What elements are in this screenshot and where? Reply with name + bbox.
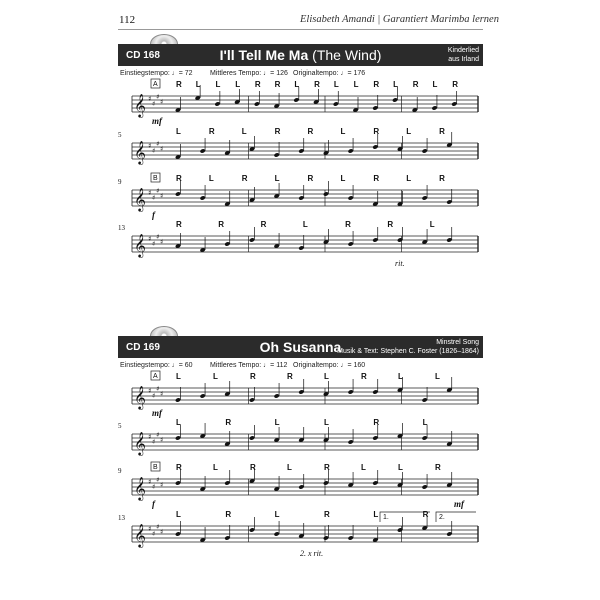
measure-number: 5 <box>118 131 122 139</box>
sharp-icon: ♯ <box>152 194 156 202</box>
hand-label: L <box>213 463 218 472</box>
sharp-icon: ♯ <box>152 392 156 400</box>
hand-label: R <box>307 174 314 183</box>
sharp-icon: ♯ <box>160 390 164 398</box>
hand-label: L <box>324 372 329 381</box>
hand-label: L <box>422 418 428 427</box>
sharp-icon: ♯ <box>152 147 156 155</box>
sharp-icon: ♯ <box>156 233 160 241</box>
hand-label: R <box>176 463 182 472</box>
hand-label: R <box>373 127 380 136</box>
hand-label: R <box>422 510 429 519</box>
sharp-icon: ♯ <box>148 478 152 486</box>
hand-label: R <box>260 220 267 229</box>
hand-label: R <box>345 220 351 229</box>
staff-system <box>132 227 478 253</box>
hand-label: L <box>208 174 214 183</box>
hand-label: L <box>176 372 181 381</box>
running-head: Elisabeth Amandi | Garantiert Marimba lernen <box>300 14 499 25</box>
sharp-icon: ♯ <box>156 431 160 439</box>
treble-clef-icon: 𝄞 <box>134 93 146 117</box>
sharp-icon: ♯ <box>156 385 160 393</box>
song-meta: Minstrel Song <box>436 339 479 346</box>
staff-system <box>132 371 478 404</box>
hand-label: R <box>373 418 380 427</box>
hand-label: L <box>353 80 359 89</box>
hand-label: R <box>254 80 261 89</box>
hand-label: L <box>432 80 438 89</box>
sharp-icon: ♯ <box>148 433 152 441</box>
hand-label: R <box>241 174 248 183</box>
sharp-icon: ♯ <box>160 192 164 200</box>
sharp-icon: ♯ <box>152 530 156 538</box>
cd-number: CD 169 <box>126 342 160 353</box>
song-meta: aus Irland <box>448 56 479 63</box>
song-subtitle: (The Wind) <box>312 47 382 63</box>
hand-label: L <box>274 510 280 519</box>
hand-label: L <box>215 80 221 89</box>
hand-label: L <box>393 80 398 89</box>
hand-label: L <box>274 418 280 427</box>
dynamic-marking: mf <box>152 408 162 418</box>
hand-label: L <box>398 463 403 472</box>
hand-label: R <box>361 372 367 381</box>
dynamic-marking: f <box>152 210 155 220</box>
sharp-icon: ♯ <box>156 476 160 484</box>
hand-label: R <box>208 127 215 136</box>
hand-label: L <box>176 510 181 519</box>
treble-clef-icon: 𝄞 <box>134 431 146 455</box>
treble-clef-icon: 𝄞 <box>134 187 146 211</box>
hand-label: L <box>361 463 366 472</box>
staff-system <box>132 423 478 450</box>
sharp-icon: ♯ <box>160 238 164 246</box>
hand-label: L <box>324 418 329 427</box>
staff-system <box>132 132 478 160</box>
hand-label: R <box>324 463 330 472</box>
hand-label: R <box>225 510 232 519</box>
sharp-icon: ♯ <box>148 387 152 395</box>
measure-number: 9 <box>118 178 122 186</box>
staff-system <box>132 462 478 495</box>
sharp-icon: ♯ <box>148 142 152 150</box>
hand-label: R <box>439 127 445 136</box>
sharp-icon: ♯ <box>156 523 160 531</box>
hand-label: R <box>274 127 281 136</box>
hand-label: L <box>287 463 292 472</box>
song-title: Oh Susanna <box>259 339 342 355</box>
hand-label: L <box>429 220 435 229</box>
sharp-icon: ♯ <box>160 481 164 489</box>
hand-label: R <box>218 220 225 229</box>
hand-label: L <box>333 80 339 89</box>
tempo-original: Originaltempo: ♩= 176 <box>293 70 366 77</box>
hand-label: L <box>435 372 440 381</box>
volta-number: 1. <box>383 514 389 521</box>
hand-label: L <box>176 127 181 136</box>
sharp-icon: ♯ <box>160 436 164 444</box>
rehearsal-mark: B <box>153 464 158 471</box>
song-title: I'll Tell Me Ma <box>219 47 309 63</box>
sharp-icon: ♯ <box>156 93 160 101</box>
tempo-original: Originaltempo: ♩= 160 <box>293 362 366 369</box>
sharp-icon: ♯ <box>148 525 152 533</box>
dynamic-marking: mf <box>152 116 162 126</box>
hand-label: L <box>340 174 346 183</box>
hand-label: L <box>241 127 247 136</box>
tempo-start: Einstiegstempo: ♩= 72 <box>120 70 193 77</box>
measure-number: 9 <box>118 467 122 475</box>
treble-clef-icon: 𝄞 <box>134 476 146 500</box>
hand-label: R <box>373 174 380 183</box>
hand-label: L <box>302 220 308 229</box>
treble-clef-icon: 𝄞 <box>134 140 146 164</box>
sharp-icon: ♯ <box>152 438 156 446</box>
hand-label: L <box>176 418 181 427</box>
hand-label: L <box>340 127 346 136</box>
hand-label: R <box>435 463 441 472</box>
rehearsal-mark: A <box>153 81 158 88</box>
hand-label: R <box>274 80 281 89</box>
sharp-icon: ♯ <box>152 100 156 108</box>
dynamic-marking: mf <box>454 499 464 509</box>
rehearsal-mark: B <box>153 175 158 182</box>
hand-label: L <box>398 372 403 381</box>
hand-label: R <box>176 220 182 229</box>
measure-number: 13 <box>118 224 125 232</box>
hand-label: R <box>250 372 256 381</box>
hand-label: L <box>274 174 280 183</box>
sharp-icon: ♯ <box>152 483 156 491</box>
sharp-icon: ♯ <box>148 235 152 243</box>
sharp-icon: ♯ <box>152 240 156 248</box>
hand-label: R <box>452 80 459 89</box>
song-meta: Musik & Text: Stephen C. Foster (1826–1864) <box>337 348 479 355</box>
sharp-icon: ♯ <box>148 189 152 197</box>
hand-label: R <box>387 220 394 229</box>
measure-number: 13 <box>118 514 125 522</box>
hand-label: R <box>412 80 419 89</box>
hand-label: R <box>314 80 320 89</box>
hand-label: R <box>307 127 314 136</box>
sharp-icon: ♯ <box>156 187 160 195</box>
hand-label: L <box>406 174 412 183</box>
tempo-middle: Mittleres Tempo: ♩= 112 <box>210 362 288 369</box>
hand-label: R <box>225 418 232 427</box>
treble-clef-icon: 𝄞 <box>134 233 146 257</box>
hand-label: R <box>176 80 182 89</box>
hand-label: L <box>213 372 218 381</box>
hand-label: R <box>176 174 182 183</box>
hand-label: L <box>195 80 201 89</box>
hand-label: R <box>373 80 380 89</box>
hand-label: R <box>324 510 330 519</box>
hand-label: L <box>235 80 241 89</box>
sharp-icon: ♯ <box>160 145 164 153</box>
rehearsal-mark: A <box>153 373 158 380</box>
treble-clef-icon: 𝄞 <box>134 385 146 409</box>
tempo-start: Einstiegstempo: ♩= 60 <box>120 362 193 369</box>
hand-label: R <box>439 174 445 183</box>
sharp-icon: ♯ <box>160 98 164 106</box>
tempo-marking: 2. x rit. <box>300 549 324 558</box>
tempo-middle: Mittleres Tempo: ♩= 126 <box>210 70 288 77</box>
dynamic-marking: f <box>152 499 155 509</box>
page-number: 112 <box>119 14 136 26</box>
hand-label: R <box>287 372 293 381</box>
hand-label: L <box>406 127 412 136</box>
treble-clef-icon: 𝄞 <box>134 523 146 547</box>
staff-system <box>132 173 478 207</box>
song-meta: Kinderlied <box>447 47 479 54</box>
measure-number: 5 <box>118 422 122 430</box>
hand-label: L <box>294 80 300 89</box>
volta-number: 2. <box>439 514 445 521</box>
hand-label: L <box>373 510 379 519</box>
sharp-icon: ♯ <box>156 140 160 148</box>
hand-label: R <box>250 463 256 472</box>
sharp-icon: ♯ <box>160 528 164 536</box>
cd-number: CD 168 <box>126 50 160 61</box>
sharp-icon: ♯ <box>148 95 152 103</box>
tempo-marking: rit. <box>395 259 405 268</box>
staff-system <box>132 79 478 113</box>
